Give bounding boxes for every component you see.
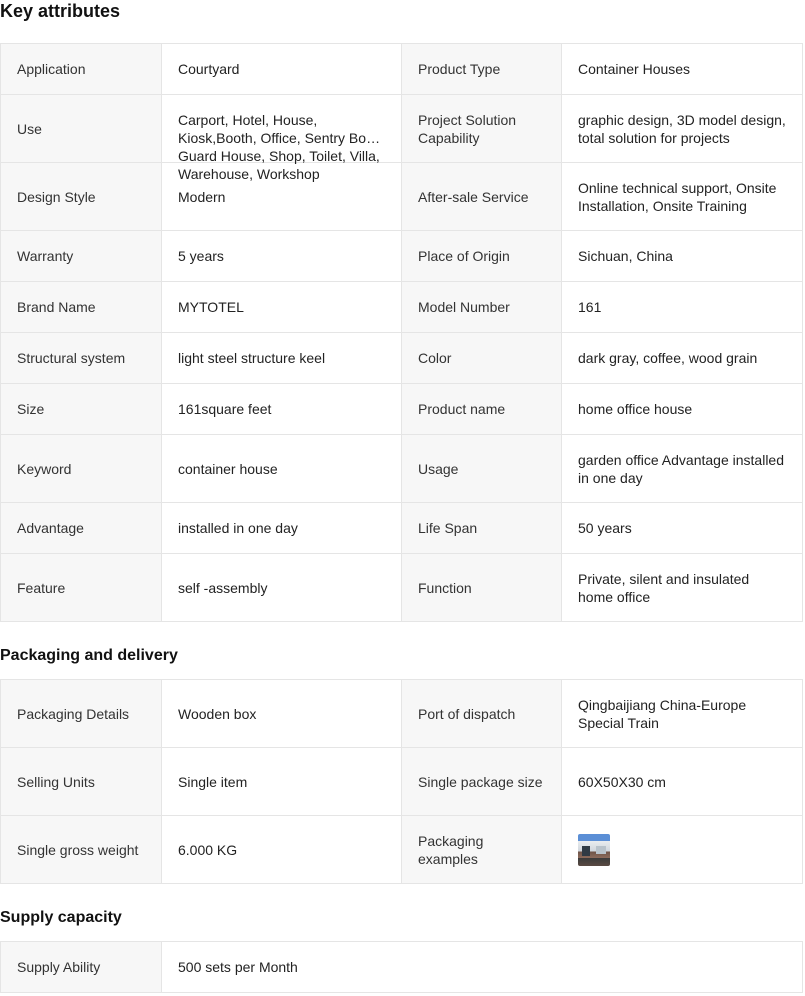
attr-key-text: Packaging examples (418, 832, 484, 867)
attr-key: Selling Units (1, 748, 162, 816)
attr-key-text: Single gross weight (17, 841, 139, 858)
attr-value (562, 680, 803, 748)
attr-value: home office house (562, 384, 803, 435)
attr-key: Application (1, 44, 162, 95)
attr-value: self -assembly (162, 554, 402, 622)
attr-key: Model Number (402, 282, 562, 333)
attr-value: 60X50X30 cm (562, 748, 803, 816)
attr-value: Container Houses (562, 44, 803, 95)
attr-value (562, 554, 803, 622)
attr-value: Courtyard (162, 44, 402, 95)
attr-value: installed in one day (162, 503, 402, 554)
attr-key: Keyword (1, 435, 162, 503)
table-row (1, 44, 803, 95)
attr-value-text: Private, silent and insulated home office (578, 570, 750, 605)
attr-value: 161square feet (162, 384, 402, 435)
attr-key: Color (402, 333, 562, 384)
attr-value (162, 95, 402, 182)
attr-key (402, 748, 562, 816)
attr-value (562, 816, 803, 884)
attr-value: Modern (162, 163, 402, 231)
attr-value: Wooden box (162, 680, 402, 748)
table-row (1, 503, 803, 554)
attr-value-text: graphic design, 3D model design, total solution for projects (578, 111, 786, 146)
attr-key: Advantage (1, 503, 162, 554)
section-title-key-attributes: Key attributes (0, 1, 121, 21)
attr-key (402, 95, 562, 163)
table-row (1, 231, 803, 282)
attr-value-text: garden office Advantage installed in one day (578, 451, 785, 486)
table-row (1, 333, 803, 384)
attr-value-text: Qingbaijiang China-Europe Special Train (578, 696, 747, 731)
key-attributes-table (0, 43, 803, 622)
attr-value-text: Online technical support, Onsite Installation, Onsite Training (578, 179, 777, 214)
attr-value (562, 95, 803, 163)
table-row (1, 384, 803, 435)
attr-key: Product Type (402, 44, 562, 95)
attr-key: Place of Origin (402, 231, 562, 282)
packaging-table (0, 679, 803, 884)
attr-key (1, 816, 162, 884)
attr-value (562, 163, 803, 231)
supply-table (0, 941, 803, 993)
table-row (1, 554, 803, 622)
attr-key: Packaging Details (1, 680, 162, 748)
attr-value: MYTOTEL (162, 282, 402, 333)
attr-value: 5 years (162, 231, 402, 282)
attr-key: Design Style (1, 163, 162, 231)
attr-key: Structural system (1, 333, 162, 384)
attr-value: 50 years (562, 503, 803, 554)
attr-key: After-sale Service (402, 163, 562, 231)
attr-key (402, 816, 562, 884)
attr-key: Usage (402, 435, 562, 503)
attr-value (562, 435, 803, 503)
attr-value: 6.000 KG (162, 816, 402, 884)
table-row (1, 816, 803, 884)
table-row (1, 748, 803, 816)
attr-value: light steel structure keel (162, 333, 402, 384)
table-row (1, 282, 803, 333)
attr-key: Brand Name (1, 282, 162, 333)
attr-key: Warranty (1, 231, 162, 282)
packaging-photo-thumbnail-icon[interactable] (578, 834, 610, 866)
attr-key: Product name (402, 384, 562, 435)
attr-value: container house (162, 435, 402, 503)
attr-key: Size (1, 384, 162, 435)
attr-key: Function (402, 554, 562, 622)
attr-value: dark gray, coffee, wood grain (562, 333, 803, 384)
attr-key: Life Span (402, 503, 562, 554)
table-row (1, 95, 803, 163)
attr-value: 500 sets per Month (162, 942, 803, 993)
table-row (1, 435, 803, 503)
section-title-packaging: Packaging and delivery (0, 647, 178, 664)
table-row (1, 942, 803, 993)
attr-key-text: Single package size (418, 773, 543, 790)
attr-value: Single item (162, 748, 402, 816)
attr-value: Sichuan, China (562, 231, 803, 282)
attr-key: Feature (1, 554, 162, 622)
attr-key: Port of dispatch (402, 680, 562, 748)
attr-key: Use (1, 95, 162, 163)
attr-value: 161 (562, 282, 803, 333)
attr-key: Supply Ability (1, 942, 162, 993)
table-row (1, 163, 803, 231)
section-title-supply: Supply capacity (0, 909, 122, 926)
attr-key-text: Project Solution Capability (418, 111, 517, 146)
attr-value-text: Carport, Hotel, House, Kiosk,Booth, Office, Sentry Box, Guard House, Shop, Toilet, Villa, Warehouse, Workshop (178, 111, 380, 182)
table-row (1, 680, 803, 748)
